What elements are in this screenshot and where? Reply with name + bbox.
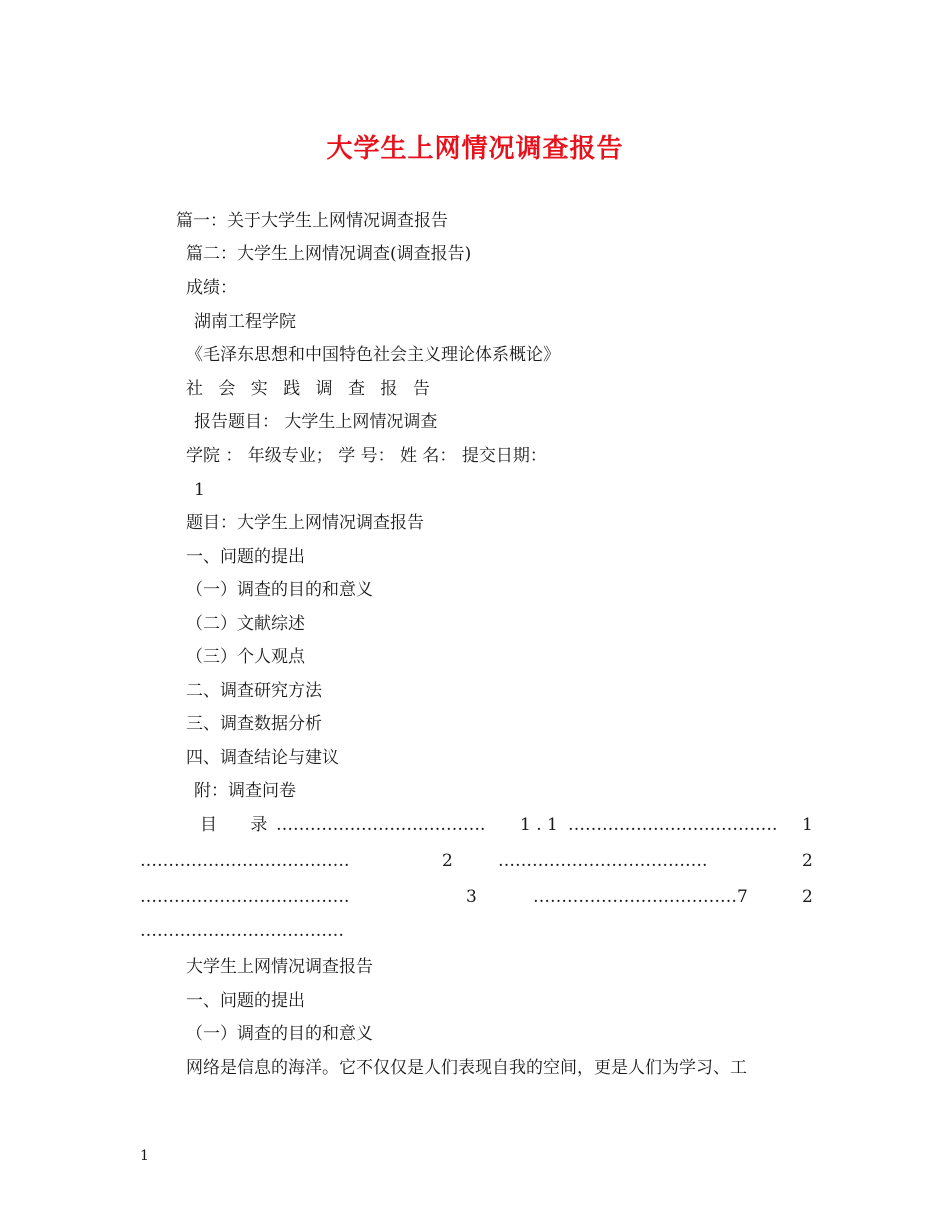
page-number: 1	[140, 1148, 149, 1164]
text-line: （三）个人观点	[186, 647, 305, 667]
text-line: 成绩：	[186, 278, 237, 298]
text-line: （二）文献综述	[186, 614, 305, 634]
text-line: 报告题目： 大学生上网情况调查	[194, 412, 438, 432]
text-line: 篇二：大学生上网情况调查(调查报告)	[186, 244, 472, 264]
text-line: 二、调查研究方法	[186, 681, 322, 701]
toc-dots: ……………………………….	[140, 887, 350, 907]
toc-page-number: 1	[802, 815, 813, 835]
toc-dots: ………………………………7	[533, 887, 748, 907]
text-line: 三、调查数据分析	[186, 714, 322, 734]
text-line: 附：调查问卷	[194, 781, 296, 801]
section-heading: 大学生上网情况调查报告	[186, 957, 373, 977]
text-line: （一）调查的目的和意义	[186, 580, 373, 600]
toc-label: 目 录	[200, 815, 282, 835]
text-line: 1	[194, 480, 205, 500]
section-heading: 一、问题的提出	[186, 991, 305, 1011]
text-line: 题目：大学生上网情况调查报告	[186, 513, 424, 533]
toc-dots: ……………………………….	[568, 815, 778, 835]
document-title: 大学生上网情况调查报告	[326, 134, 624, 164]
paragraph-text: 网络是信息的海洋。它不仅仅是人们表现自我的空间，更是人们为学习、工	[186, 1058, 747, 1078]
text-line: 学院 ： 年级专业； 学 号： 姓 名： 提交日期：	[186, 446, 547, 466]
toc-page-number: 1 . 1	[520, 815, 558, 835]
text-line: 湖南工程学院	[194, 312, 296, 332]
toc-dots: ……………………………….	[140, 851, 350, 871]
text-line: 《毛泽东思想和中国特色社会主义理论体系概论》	[186, 345, 560, 365]
text-line: 一、问题的提出	[186, 547, 305, 567]
text-line: 四、调查结论与建议	[186, 748, 339, 768]
subsection-heading: （一）调查的目的和意义	[186, 1024, 373, 1044]
toc-page-number: 2	[442, 851, 453, 871]
toc-dots: ……………………………….	[498, 851, 708, 871]
toc-page-number: 2	[802, 851, 813, 871]
toc-page-number: 3	[466, 887, 477, 907]
toc-dots: ………………………………	[140, 921, 344, 941]
text-line: 社 会 实 践 调 查 报 告	[186, 379, 435, 399]
toc-page-number: 2	[802, 887, 813, 907]
toc-dots: ……………………………….	[276, 815, 486, 835]
text-line: 篇一：关于大学生上网情况调查报告	[176, 211, 448, 231]
